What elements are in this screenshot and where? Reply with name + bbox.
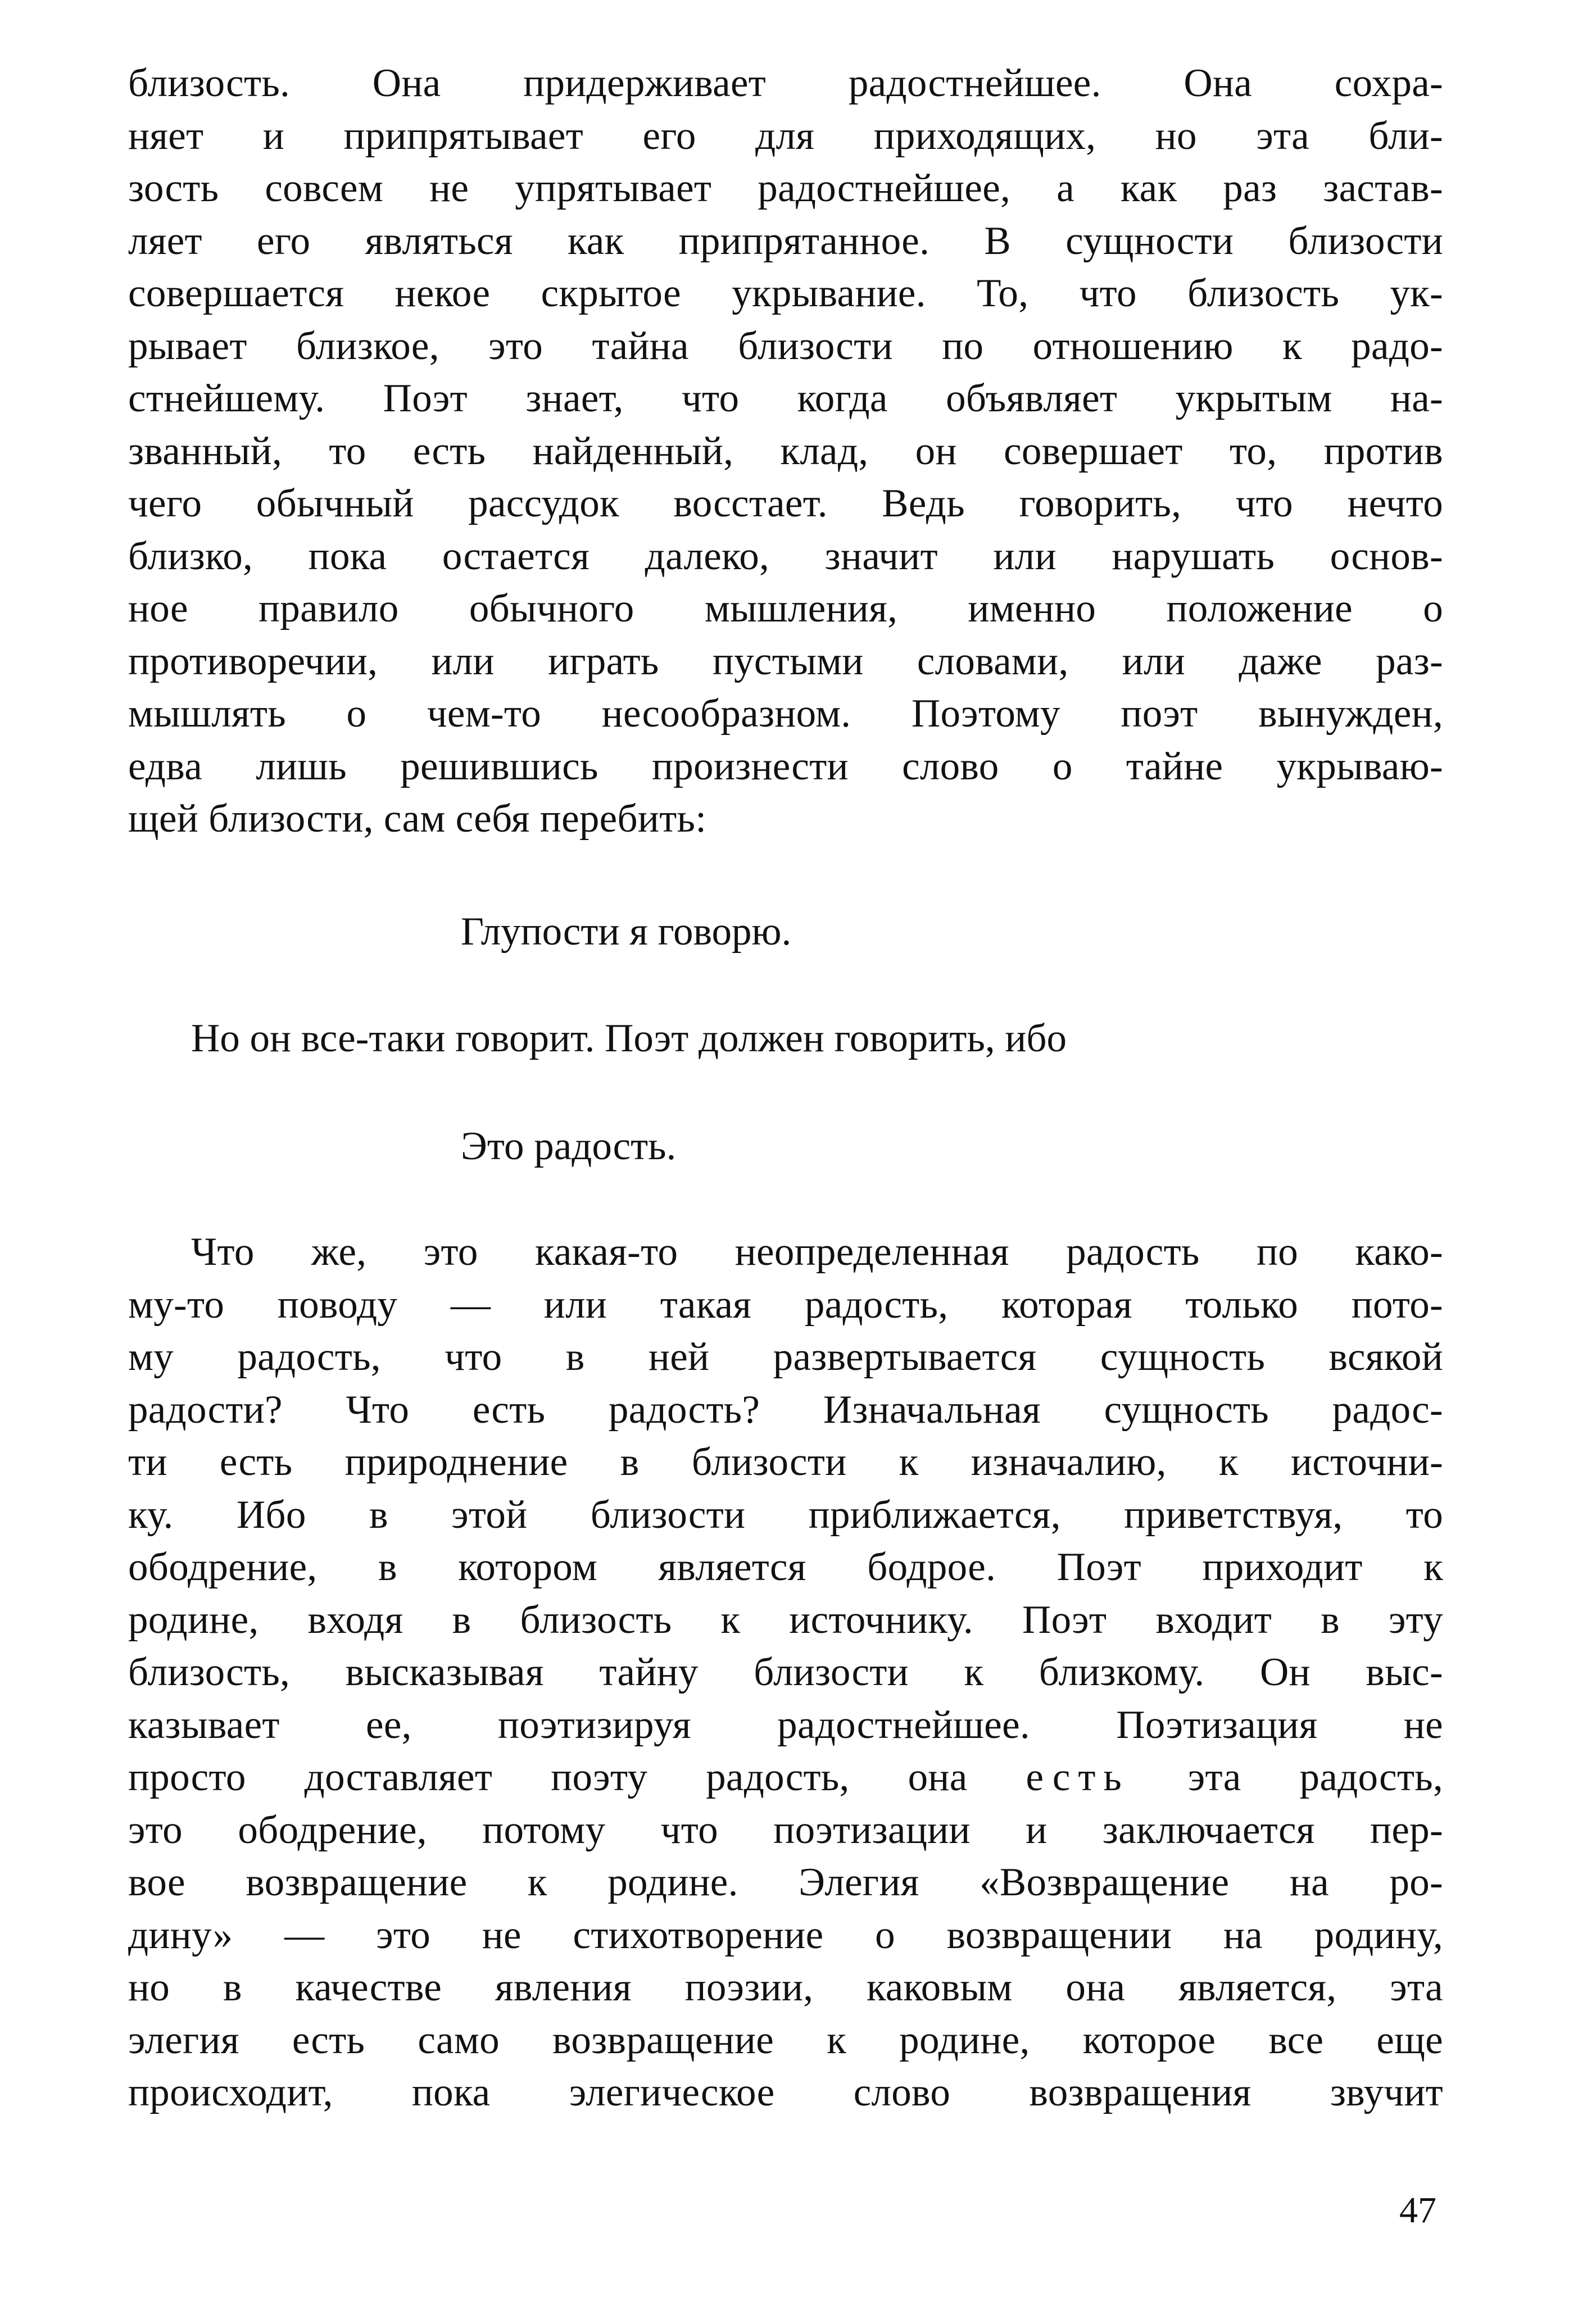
quotation-1: Глупости я говорю. xyxy=(461,910,792,954)
text-line: му-то поводу — или такая радость, которая только пото- xyxy=(128,1282,1443,1327)
paragraph-1 xyxy=(128,57,1443,846)
text-line: чего обычный рассудок восстает. Ведь говорить, что нечто xyxy=(128,482,1443,525)
text-line: мышлять о чем-то несообразном. Поэтому поэт вынужден, xyxy=(128,692,1443,736)
text-line: вое возвращение к родине. Элегия «Возвращение на ро- xyxy=(128,1860,1443,1904)
text-line: му радость, что в ней развертывается сущность всякой xyxy=(128,1335,1443,1379)
text-line: ти есть природнение в близости к изначалию, к источни- xyxy=(128,1440,1443,1484)
text-fragment: эта радость, xyxy=(1129,1755,1443,1799)
text-line: родине, входя в близость к источнику. Поэт входит в эту xyxy=(128,1597,1443,1642)
paragraph-2 xyxy=(128,1226,1443,2119)
text-line: едва лишь решившись произнести слово о тайне укрываю- xyxy=(128,744,1443,788)
text-line: ободрение, в котором является бодрое. Поэт приходит к xyxy=(128,1545,1443,1589)
text-line: стнейшему. Поэт знает, что когда объявляет укрытым на- xyxy=(128,376,1443,420)
text-line: няет и припрятывает его для приходящих, но эта бли- xyxy=(128,114,1443,158)
text-line: происходит, пока элегическое слово возвращения звучит xyxy=(128,2071,1443,2114)
text-line: но в качестве явления поэзии, каковым она является, эта xyxy=(128,1966,1443,2009)
text-line: радости? Что есть радость? Изначальная сущность радос- xyxy=(128,1387,1443,1432)
text-line: близость, высказывая тайну близости к близкому. Он выс- xyxy=(128,1650,1443,1694)
text-line: званный, то есть найденный, клад, он совершает то, против xyxy=(128,429,1443,473)
text-line: Что же, это какая-то неопределенная радость по како- xyxy=(191,1230,1443,1274)
spaced-emphasis: есть xyxy=(1026,1755,1130,1799)
text-line: дину» — это не стихотворение о возвращении на родину, xyxy=(128,1913,1443,1957)
text-line: элегия есть само возвращение к родине, которое все еще xyxy=(128,2018,1443,2062)
text-fragment: просто доставляет поэту радость, она xyxy=(128,1755,1026,1799)
text-line: близко, пока остается далеко, значит или нарушать основ- xyxy=(128,534,1443,578)
text-line: зость совсем не упрятывает радостнейшее, а как раз застав- xyxy=(128,166,1443,210)
text-line-emphasis xyxy=(128,1751,1443,1804)
text-line: щей близости, сам себя перебить: xyxy=(128,797,707,841)
text-line: совершается некое скрытое укрывание. То, что близость ук- xyxy=(128,271,1443,315)
text-line: ляет его являться как припрятанное. В сущности близости xyxy=(128,219,1443,263)
text-line: рывает близкое, это тайна близости по отношению к радо- xyxy=(128,324,1443,368)
text-line: казывает ее, поэтизируя радостнейшее. Поэтизация не xyxy=(128,1703,1443,1747)
text-line: противоречии, или играть пустыми словами, или даже раз- xyxy=(128,639,1443,683)
text-line: ное правило обычного мышления, именно положение о xyxy=(128,587,1443,630)
middle-line: Но он все-таки говорит. Поэт должен говорить, ибо xyxy=(191,1016,1067,1060)
text-line: это ободрение, потому что поэтизации и заключается пер- xyxy=(128,1808,1443,1852)
text-line: близость. Она придерживает радостнейшее. Она сохра- xyxy=(128,61,1443,105)
quotation-2: Это радость. xyxy=(461,1124,677,1168)
page-number: 47 xyxy=(1399,2190,1436,2231)
text-line: ку. Ибо в этой близости приближается, приветствуя, то xyxy=(128,1492,1443,1537)
